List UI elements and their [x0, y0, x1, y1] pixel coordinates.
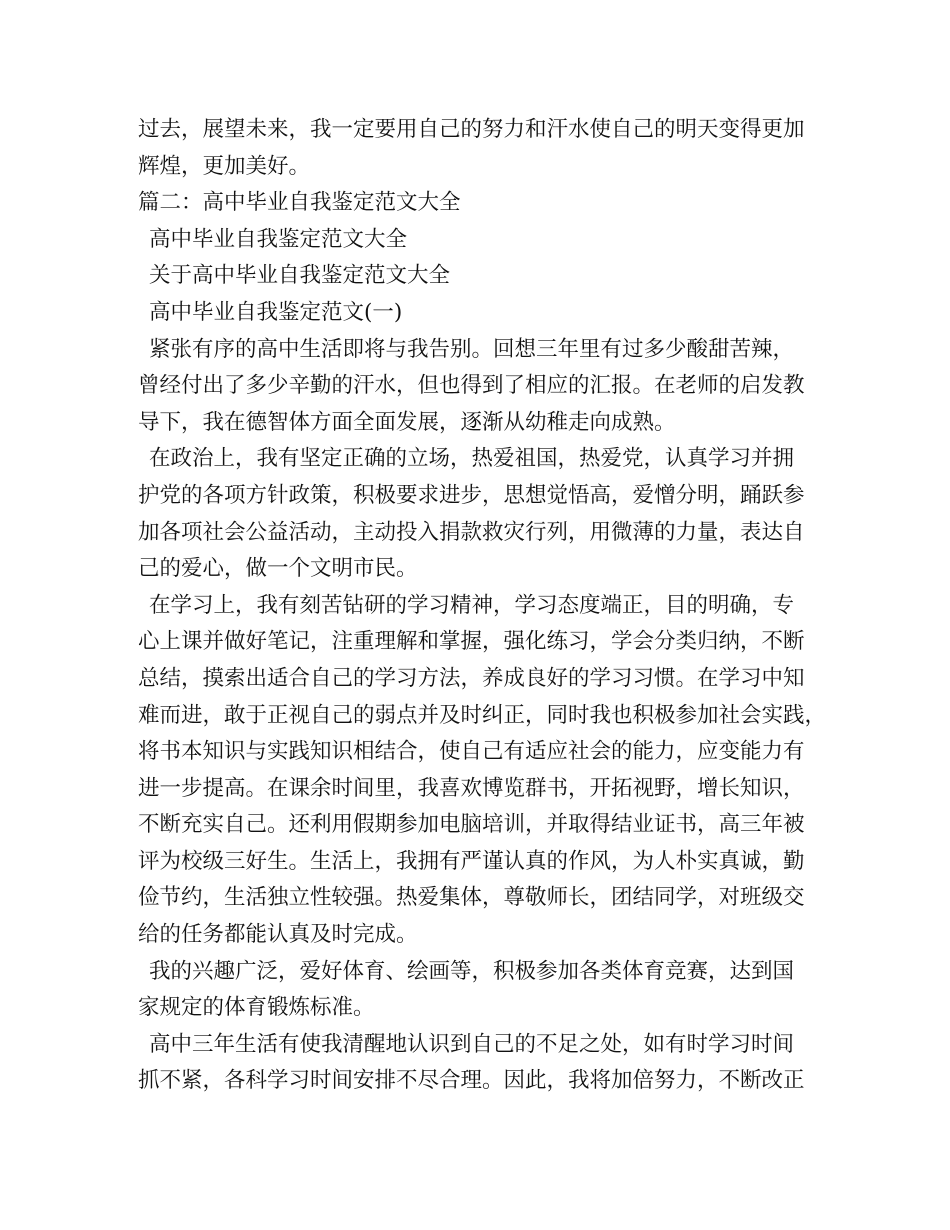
- text-line: 俭节约，生活独立性较强。热爱集体，尊敬师长，团结同学，对班级交: [138, 885, 805, 911]
- document-title: 高中毕业自我鉴定范文大全: [149, 226, 408, 252]
- text-line: 抓不紧，各科学习时间安排不尽合理。因此，我将加倍努力，不断改正: [138, 1068, 805, 1094]
- text-line: 不断充实自己。还利用假期参加电脑培训，并取得结业证书，高三年被: [138, 812, 805, 838]
- text-line: 评为校级三好生。生活上，我拥有严谨认真的作风，为人朴实真诚，勤: [138, 848, 805, 874]
- text-line: 总结，摸索出适合自己的学习方法，养成良好的学习习惯。在学习中知: [138, 665, 805, 691]
- text-line: 在政治上，我有坚定正确的立场，热爱祖国，热爱党，认真学习并拥: [149, 446, 795, 472]
- text-line: 曾经付出了多少辛勤的汗水，但也得到了相应的汇报。在老师的启发教: [138, 373, 805, 399]
- text-line: 将书本知识与实践知识相结合，使自己有适应社会的能力，应变能力有: [138, 739, 805, 765]
- text-line: 进一步提高。在课余时间里，我喜欢博览群书，开拓视野，增长知识，: [138, 775, 805, 801]
- text-line: 在学习上，我有刻苦钻研的学习精神，学习态度端正，目的明确，专: [149, 592, 795, 618]
- text-line: 紧张有序的高中生活即将与我告别。回想三年里有过多少酸甜苦辣，: [149, 336, 795, 362]
- text-line: 家规定的体育锻炼标准。: [138, 995, 375, 1021]
- document-body: [138, 112, 828, 1100]
- text-line: 心上课并做好笔记，注重理解和掌握，强化练习，学会分类归纳，不断: [138, 629, 805, 655]
- text-line: 己的爱心，做一个文明市民。: [138, 556, 418, 582]
- text-line: 我的兴趣广泛，爱好体育、绘画等，积极参加各类体育竞赛，达到国: [149, 958, 795, 984]
- text-line: 给的任务都能认真及时完成。: [138, 922, 418, 948]
- section-heading: 篇二：高中毕业自我鉴定范文大全: [138, 190, 461, 216]
- text-line: 导下，我在德智体方面全面发展，逐渐从幼稚走向成熟。: [138, 409, 676, 435]
- text-line: 过去，展望未来，我一定要用自己的努力和汗水使自己的明天变得更加: [138, 117, 805, 142]
- text-line: 高中三年生活有使我清醒地认识到自己的不足之处，如有时学习时间: [149, 1031, 795, 1057]
- text-line: 辉煌，更加美好。: [138, 153, 311, 179]
- text-line: 难而进，敢于正视自己的弱点并及时纠正，同时我也积极参加社会实践，: [138, 702, 827, 728]
- text-line: 加各项社会公益活动，主动投入捐款救灾行列，用微薄的力量，表达自: [138, 519, 805, 545]
- text-line: 护党的各项方针政策，积极要求进步，思想觉悟高，爱憎分明，踊跃参: [138, 482, 805, 508]
- essay-title: 高中毕业自我鉴定范文(一): [149, 299, 403, 325]
- document-subtitle: 关于高中毕业自我鉴定范文大全: [149, 263, 451, 289]
